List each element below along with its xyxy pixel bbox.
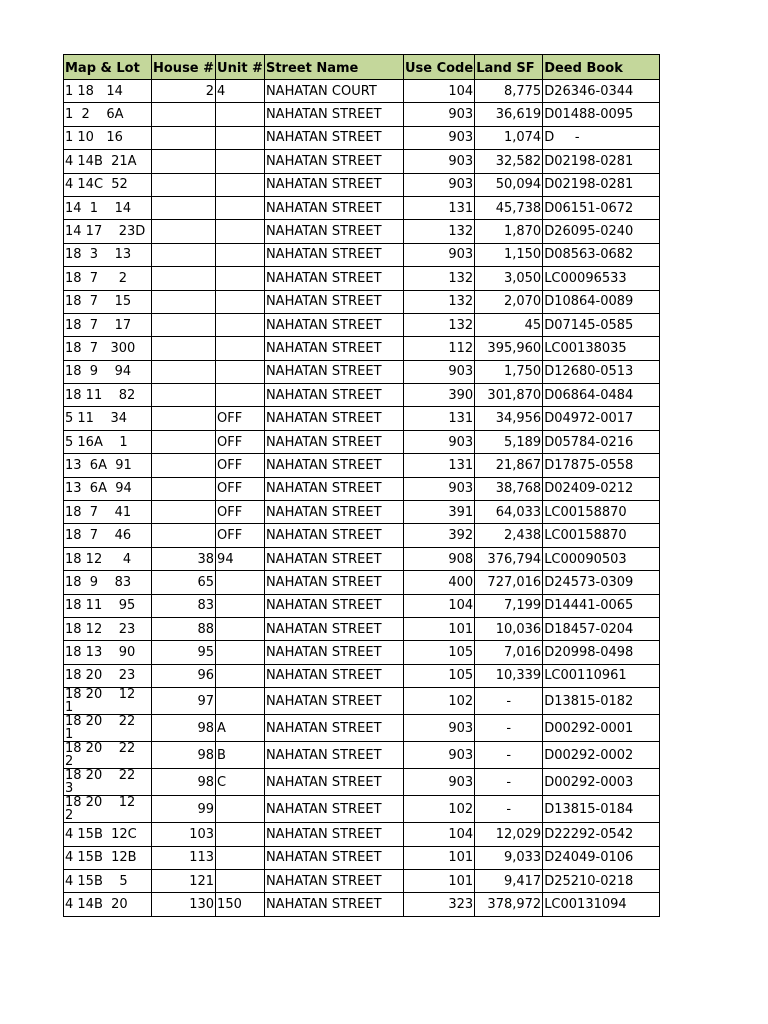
table-row bbox=[64, 103, 660, 126]
land-sf-cell: - bbox=[475, 769, 543, 796]
deed-book-cell: D04972-0017 bbox=[543, 407, 660, 430]
street-name-cell: NAHATAN STREET bbox=[264, 173, 403, 196]
table-row bbox=[64, 846, 660, 869]
use-code-cell: 105 bbox=[403, 641, 474, 664]
use-code-cell: 101 bbox=[403, 869, 474, 892]
street-name-cell: NAHATAN STREET bbox=[264, 126, 403, 149]
map-lot-cell: 18 20 22 1 bbox=[64, 715, 152, 742]
deed-book-cell: D06151-0672 bbox=[543, 196, 660, 219]
table-row bbox=[64, 641, 660, 664]
street-name-cell: NAHATAN STREET bbox=[264, 617, 403, 640]
unit-number-cell: 150 bbox=[216, 893, 265, 916]
unit-number-cell bbox=[216, 846, 265, 869]
deed-book-cell: D24573-0309 bbox=[543, 571, 660, 594]
street-name-cell: NAHATAN STREET bbox=[264, 688, 403, 715]
street-name-cell: NAHATAN STREET bbox=[264, 893, 403, 916]
deed-book-cell: LC00096533 bbox=[543, 267, 660, 290]
land-sf-cell: 38,768 bbox=[475, 477, 543, 500]
house-number-cell bbox=[152, 150, 216, 173]
deed-book-cell: D26346-0344 bbox=[543, 80, 660, 103]
unit-number-cell bbox=[216, 594, 265, 617]
table-row bbox=[64, 80, 660, 103]
deed-book-cell: D08563-0682 bbox=[543, 243, 660, 266]
table-row bbox=[64, 290, 660, 313]
table-row bbox=[64, 267, 660, 290]
house-number-cell: 121 bbox=[152, 869, 216, 892]
table-row bbox=[64, 430, 660, 453]
deed-book-cell: D00292-0002 bbox=[543, 742, 660, 769]
header-land-sf: Land SF bbox=[475, 55, 543, 80]
unit-number-cell bbox=[216, 823, 265, 846]
unit-number-cell bbox=[216, 571, 265, 594]
street-name-cell: NAHATAN STREET bbox=[264, 430, 403, 453]
street-name-cell: NAHATAN STREET bbox=[264, 823, 403, 846]
street-name-cell: NAHATAN COURT bbox=[264, 80, 403, 103]
deed-book-cell: D14441-0065 bbox=[543, 594, 660, 617]
unit-number-cell bbox=[216, 220, 265, 243]
map-lot-cell: 4 15B 12C bbox=[64, 823, 152, 846]
table-row bbox=[64, 594, 660, 617]
use-code-cell: 908 bbox=[403, 547, 474, 570]
land-sf-cell: 1,870 bbox=[475, 220, 543, 243]
map-lot-cell: 4 14B 20 bbox=[64, 893, 152, 916]
table-row bbox=[64, 454, 660, 477]
land-sf-cell: 21,867 bbox=[475, 454, 543, 477]
table-row bbox=[64, 796, 660, 823]
use-code-cell: 903 bbox=[403, 150, 474, 173]
unit-number-cell bbox=[216, 384, 265, 407]
deed-book-cell: D06864-0484 bbox=[543, 384, 660, 407]
land-sf-cell: 45,738 bbox=[475, 196, 543, 219]
map-lot-cell: 13 6A 94 bbox=[64, 477, 152, 500]
table-row bbox=[64, 150, 660, 173]
street-name-cell: NAHATAN STREET bbox=[264, 313, 403, 336]
street-name-cell: NAHATAN STREET bbox=[264, 869, 403, 892]
street-name-cell: NAHATAN STREET bbox=[264, 220, 403, 243]
street-name-cell: NAHATAN STREET bbox=[264, 196, 403, 219]
house-number-cell: 95 bbox=[152, 641, 216, 664]
map-lot-cell: 5 16A 1 bbox=[64, 430, 152, 453]
land-sf-cell: 1,150 bbox=[475, 243, 543, 266]
unit-number-cell bbox=[216, 337, 265, 360]
street-name-cell: NAHATAN STREET bbox=[264, 769, 403, 796]
house-number-cell: 98 bbox=[152, 769, 216, 796]
map-lot-cell: 1 10 16 bbox=[64, 126, 152, 149]
deed-book-cell: D07145-0585 bbox=[543, 313, 660, 336]
house-number-cell: 98 bbox=[152, 742, 216, 769]
map-lot-cell: 18 20 12 2 bbox=[64, 796, 152, 823]
street-name-cell: NAHATAN STREET bbox=[264, 715, 403, 742]
use-code-cell: 903 bbox=[403, 243, 474, 266]
map-lot-cell: 18 20 12 1 bbox=[64, 688, 152, 715]
house-number-cell: 97 bbox=[152, 688, 216, 715]
unit-number-cell bbox=[216, 664, 265, 687]
house-number-cell: 113 bbox=[152, 846, 216, 869]
header-street-name: Street Name bbox=[264, 55, 403, 80]
unit-number-cell bbox=[216, 267, 265, 290]
street-name-cell: NAHATAN STREET bbox=[264, 103, 403, 126]
unit-number-cell bbox=[216, 641, 265, 664]
table-row bbox=[64, 524, 660, 547]
table-row bbox=[64, 196, 660, 219]
house-number-cell: 38 bbox=[152, 547, 216, 570]
use-code-cell: 903 bbox=[403, 769, 474, 796]
house-number-cell bbox=[152, 243, 216, 266]
land-sf-cell: 8,775 bbox=[475, 80, 543, 103]
table-row bbox=[64, 337, 660, 360]
land-sf-cell: 5,189 bbox=[475, 430, 543, 453]
street-name-cell: NAHATAN STREET bbox=[264, 290, 403, 313]
unit-number-cell bbox=[216, 869, 265, 892]
unit-number-cell bbox=[216, 196, 265, 219]
use-code-cell: 392 bbox=[403, 524, 474, 547]
table-row bbox=[64, 571, 660, 594]
use-code-cell: 132 bbox=[403, 267, 474, 290]
table-row bbox=[64, 126, 660, 149]
street-name-cell: NAHATAN STREET bbox=[264, 501, 403, 524]
table-row bbox=[64, 664, 660, 687]
use-code-cell: 132 bbox=[403, 220, 474, 243]
deed-book-cell: D00292-0003 bbox=[543, 769, 660, 796]
street-name-cell: NAHATAN STREET bbox=[264, 571, 403, 594]
house-number-cell: 130 bbox=[152, 893, 216, 916]
unit-number-cell: B bbox=[216, 742, 265, 769]
use-code-cell: 132 bbox=[403, 313, 474, 336]
use-code-cell: 104 bbox=[403, 80, 474, 103]
table-row bbox=[64, 742, 660, 769]
table-row bbox=[64, 715, 660, 742]
unit-number-cell: OFF bbox=[216, 430, 265, 453]
use-code-cell: 101 bbox=[403, 846, 474, 869]
land-sf-cell: 12,029 bbox=[475, 823, 543, 846]
map-lot-cell: 1 18 14 bbox=[64, 80, 152, 103]
map-lot-cell: 18 9 83 bbox=[64, 571, 152, 594]
land-sf-cell: 378,972 bbox=[475, 893, 543, 916]
house-number-cell: 96 bbox=[152, 664, 216, 687]
land-sf-cell: 395,960 bbox=[475, 337, 543, 360]
land-sf-cell: 7,016 bbox=[475, 641, 543, 664]
deed-book-cell: D17875-0558 bbox=[543, 454, 660, 477]
house-number-cell bbox=[152, 524, 216, 547]
unit-number-cell: OFF bbox=[216, 407, 265, 430]
street-name-cell: NAHATAN STREET bbox=[264, 454, 403, 477]
table-row bbox=[64, 617, 660, 640]
land-sf-cell: 1,074 bbox=[475, 126, 543, 149]
map-lot-cell: 18 7 46 bbox=[64, 524, 152, 547]
map-lot-cell: 18 7 300 bbox=[64, 337, 152, 360]
use-code-cell: 104 bbox=[403, 823, 474, 846]
unit-number-cell: OFF bbox=[216, 524, 265, 547]
unit-number-cell bbox=[216, 150, 265, 173]
unit-number-cell: A bbox=[216, 715, 265, 742]
map-lot-cell: 13 6A 91 bbox=[64, 454, 152, 477]
house-number-cell bbox=[152, 501, 216, 524]
map-lot-cell: 18 20 22 3 bbox=[64, 769, 152, 796]
house-number-cell bbox=[152, 313, 216, 336]
house-number-cell bbox=[152, 360, 216, 383]
unit-number-cell bbox=[216, 173, 265, 196]
deed-book-cell: D13815-0182 bbox=[543, 688, 660, 715]
land-sf-cell: 36,619 bbox=[475, 103, 543, 126]
street-name-cell: NAHATAN STREET bbox=[264, 267, 403, 290]
map-lot-cell: 5 11 34 bbox=[64, 407, 152, 430]
map-lot-cell: 18 11 95 bbox=[64, 594, 152, 617]
table-row bbox=[64, 501, 660, 524]
use-code-cell: 903 bbox=[403, 173, 474, 196]
unit-number-cell bbox=[216, 688, 265, 715]
table-row bbox=[64, 547, 660, 570]
house-number-cell bbox=[152, 196, 216, 219]
unit-number-cell: C bbox=[216, 769, 265, 796]
land-sf-cell: - bbox=[475, 796, 543, 823]
deed-book-cell: LC00090503 bbox=[543, 547, 660, 570]
street-name-cell: NAHATAN STREET bbox=[264, 477, 403, 500]
map-lot-cell: 4 15B 12B bbox=[64, 846, 152, 869]
map-lot-cell: 18 11 82 bbox=[64, 384, 152, 407]
deed-book-cell: D - bbox=[543, 126, 660, 149]
street-name-cell: NAHATAN STREET bbox=[264, 641, 403, 664]
use-code-cell: 105 bbox=[403, 664, 474, 687]
table-row bbox=[64, 243, 660, 266]
street-name-cell: NAHATAN STREET bbox=[264, 360, 403, 383]
unit-number-cell bbox=[216, 617, 265, 640]
map-lot-cell: 18 7 15 bbox=[64, 290, 152, 313]
use-code-cell: 400 bbox=[403, 571, 474, 594]
house-number-cell: 2 bbox=[152, 80, 216, 103]
use-code-cell: 903 bbox=[403, 477, 474, 500]
land-sf-cell: 32,582 bbox=[475, 150, 543, 173]
land-sf-cell: 2,070 bbox=[475, 290, 543, 313]
header-use-code: Use Code bbox=[403, 55, 474, 80]
deed-book-cell: D02198-0281 bbox=[543, 150, 660, 173]
deed-book-cell: D13815-0184 bbox=[543, 796, 660, 823]
unit-number-cell: OFF bbox=[216, 454, 265, 477]
house-number-cell bbox=[152, 384, 216, 407]
house-number-cell bbox=[152, 477, 216, 500]
unit-number-cell: 94 bbox=[216, 547, 265, 570]
use-code-cell: 104 bbox=[403, 594, 474, 617]
deed-book-cell: D25210-0218 bbox=[543, 869, 660, 892]
house-number-cell bbox=[152, 337, 216, 360]
house-number-cell bbox=[152, 103, 216, 126]
use-code-cell: 390 bbox=[403, 384, 474, 407]
use-code-cell: 131 bbox=[403, 407, 474, 430]
street-name-cell: NAHATAN STREET bbox=[264, 524, 403, 547]
table-row bbox=[64, 384, 660, 407]
land-sf-cell: - bbox=[475, 688, 543, 715]
house-number-cell bbox=[152, 267, 216, 290]
header-house-number: House # bbox=[152, 55, 216, 80]
house-number-cell: 98 bbox=[152, 715, 216, 742]
land-sf-cell: 1,750 bbox=[475, 360, 543, 383]
deed-book-cell: D20998-0498 bbox=[543, 641, 660, 664]
use-code-cell: 101 bbox=[403, 617, 474, 640]
street-name-cell: NAHATAN STREET bbox=[264, 594, 403, 617]
map-lot-cell: 18 20 22 2 bbox=[64, 742, 152, 769]
table-row bbox=[64, 769, 660, 796]
use-code-cell: 102 bbox=[403, 688, 474, 715]
header-row bbox=[64, 55, 660, 80]
unit-number-cell bbox=[216, 126, 265, 149]
use-code-cell: 903 bbox=[403, 715, 474, 742]
house-number-cell: 83 bbox=[152, 594, 216, 617]
header-unit-number: Unit # bbox=[216, 55, 265, 80]
use-code-cell: 903 bbox=[403, 742, 474, 769]
street-name-cell: NAHATAN STREET bbox=[264, 846, 403, 869]
house-number-cell bbox=[152, 290, 216, 313]
deed-book-cell: LC00110961 bbox=[543, 664, 660, 687]
land-sf-cell: 50,094 bbox=[475, 173, 543, 196]
map-lot-cell: 1 2 6A bbox=[64, 103, 152, 126]
house-number-cell: 99 bbox=[152, 796, 216, 823]
house-number-cell: 88 bbox=[152, 617, 216, 640]
table-row bbox=[64, 173, 660, 196]
table-row bbox=[64, 360, 660, 383]
table-row bbox=[64, 869, 660, 892]
deed-book-cell: D05784-0216 bbox=[543, 430, 660, 453]
map-lot-cell: 4 14C 52 bbox=[64, 173, 152, 196]
map-lot-cell: 18 13 90 bbox=[64, 641, 152, 664]
use-code-cell: 112 bbox=[403, 337, 474, 360]
street-name-cell: NAHATAN STREET bbox=[264, 742, 403, 769]
deed-book-cell: D24049-0106 bbox=[543, 846, 660, 869]
table-row bbox=[64, 220, 660, 243]
house-number-cell bbox=[152, 454, 216, 477]
unit-number-cell: OFF bbox=[216, 501, 265, 524]
map-lot-cell: 18 20 23 bbox=[64, 664, 152, 687]
land-sf-cell: 10,339 bbox=[475, 664, 543, 687]
house-number-cell bbox=[152, 430, 216, 453]
table-row bbox=[64, 477, 660, 500]
use-code-cell: 102 bbox=[403, 796, 474, 823]
deed-book-cell: D12680-0513 bbox=[543, 360, 660, 383]
table-row bbox=[64, 313, 660, 336]
land-sf-cell: 9,417 bbox=[475, 869, 543, 892]
use-code-cell: 903 bbox=[403, 103, 474, 126]
use-code-cell: 131 bbox=[403, 196, 474, 219]
deed-book-cell: LC00131094 bbox=[543, 893, 660, 916]
map-lot-cell: 18 12 23 bbox=[64, 617, 152, 640]
land-sf-cell: - bbox=[475, 715, 543, 742]
use-code-cell: 903 bbox=[403, 126, 474, 149]
map-lot-cell: 4 14B 21A bbox=[64, 150, 152, 173]
table-row bbox=[64, 688, 660, 715]
unit-number-cell bbox=[216, 796, 265, 823]
use-code-cell: 132 bbox=[403, 290, 474, 313]
deed-book-cell: D10864-0089 bbox=[543, 290, 660, 313]
unit-number-cell bbox=[216, 313, 265, 336]
use-code-cell: 391 bbox=[403, 501, 474, 524]
map-lot-cell: 14 1 14 bbox=[64, 196, 152, 219]
map-lot-cell: 18 12 4 bbox=[64, 547, 152, 570]
header-deed-book: Deed Book bbox=[543, 55, 660, 80]
land-sf-cell: 2,438 bbox=[475, 524, 543, 547]
house-number-cell bbox=[152, 173, 216, 196]
table-row bbox=[64, 407, 660, 430]
land-sf-cell: 727,016 bbox=[475, 571, 543, 594]
deed-book-cell: LC00158870 bbox=[543, 524, 660, 547]
deed-book-cell: LC00138035 bbox=[543, 337, 660, 360]
map-lot-cell: 18 7 17 bbox=[64, 313, 152, 336]
deed-book-cell: LC00158870 bbox=[543, 501, 660, 524]
street-name-cell: NAHATAN STREET bbox=[264, 384, 403, 407]
land-sf-cell: 7,199 bbox=[475, 594, 543, 617]
land-sf-cell: 301,870 bbox=[475, 384, 543, 407]
house-number-cell bbox=[152, 126, 216, 149]
house-number-cell bbox=[152, 220, 216, 243]
map-lot-cell: 18 7 41 bbox=[64, 501, 152, 524]
header-map-lot: Map & Lot bbox=[64, 55, 152, 80]
street-name-cell: NAHATAN STREET bbox=[264, 337, 403, 360]
map-lot-cell: 14 17 23D bbox=[64, 220, 152, 243]
table-row bbox=[64, 893, 660, 916]
unit-number-cell: OFF bbox=[216, 477, 265, 500]
use-code-cell: 131 bbox=[403, 454, 474, 477]
unit-number-cell bbox=[216, 290, 265, 313]
use-code-cell: 323 bbox=[403, 893, 474, 916]
deed-book-cell: D02409-0212 bbox=[543, 477, 660, 500]
house-number-cell bbox=[152, 407, 216, 430]
map-lot-cell: 4 15B 5 bbox=[64, 869, 152, 892]
house-number-cell: 103 bbox=[152, 823, 216, 846]
deed-book-cell: D02198-0281 bbox=[543, 173, 660, 196]
unit-number-cell bbox=[216, 243, 265, 266]
unit-number-cell bbox=[216, 360, 265, 383]
unit-number-cell bbox=[216, 103, 265, 126]
deed-book-cell: D18457-0204 bbox=[543, 617, 660, 640]
map-lot-cell: 18 3 13 bbox=[64, 243, 152, 266]
land-sf-cell: 376,794 bbox=[475, 547, 543, 570]
street-name-cell: NAHATAN STREET bbox=[264, 664, 403, 687]
street-name-cell: NAHATAN STREET bbox=[264, 407, 403, 430]
property-table bbox=[63, 54, 660, 917]
land-sf-cell: 34,956 bbox=[475, 407, 543, 430]
deed-book-cell: D22292-0542 bbox=[543, 823, 660, 846]
deed-book-cell: D00292-0001 bbox=[543, 715, 660, 742]
unit-number-cell: 4 bbox=[216, 80, 265, 103]
use-code-cell: 903 bbox=[403, 360, 474, 383]
street-name-cell: NAHATAN STREET bbox=[264, 243, 403, 266]
deed-book-cell: D26095-0240 bbox=[543, 220, 660, 243]
street-name-cell: NAHATAN STREET bbox=[264, 150, 403, 173]
land-sf-cell: 45 bbox=[475, 313, 543, 336]
land-sf-cell: - bbox=[475, 742, 543, 769]
map-lot-cell: 18 7 2 bbox=[64, 267, 152, 290]
street-name-cell: NAHATAN STREET bbox=[264, 796, 403, 823]
land-sf-cell: 10,036 bbox=[475, 617, 543, 640]
land-sf-cell: 3,050 bbox=[475, 267, 543, 290]
use-code-cell: 903 bbox=[403, 430, 474, 453]
house-number-cell: 65 bbox=[152, 571, 216, 594]
table-row bbox=[64, 823, 660, 846]
map-lot-cell: 18 9 94 bbox=[64, 360, 152, 383]
land-sf-cell: 9,033 bbox=[475, 846, 543, 869]
deed-book-cell: D01488-0095 bbox=[543, 103, 660, 126]
street-name-cell: NAHATAN STREET bbox=[264, 547, 403, 570]
land-sf-cell: 64,033 bbox=[475, 501, 543, 524]
